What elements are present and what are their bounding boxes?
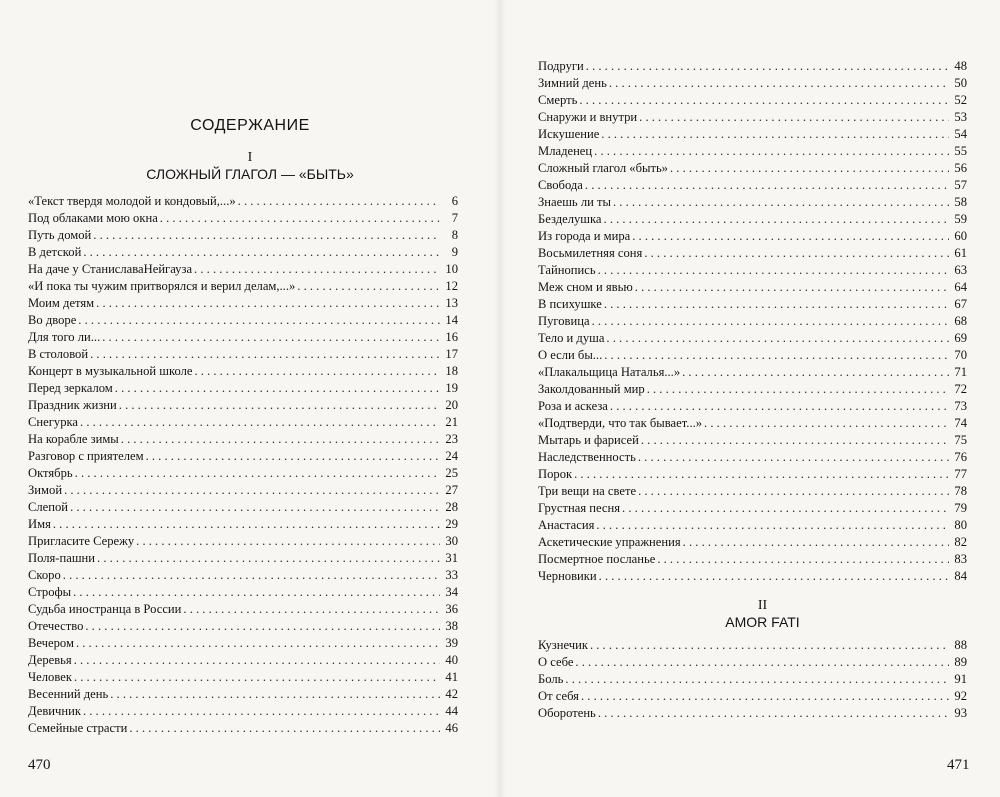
toc-entry-page: 89 [954, 655, 967, 669]
toc-entry-title: Человек [28, 670, 72, 684]
toc-entry [538, 92, 967, 109]
toc-entry [28, 193, 458, 210]
dot-leader [136, 533, 440, 550]
section-title: СЛОЖНЫЙ ГЛАГОЛ — «БЫТЬ» [146, 166, 354, 182]
toc-entry-page: 20 [445, 398, 458, 412]
dot-leader [297, 278, 440, 295]
toc-entry [28, 363, 458, 380]
toc-entry-page: 9 [451, 245, 458, 259]
dot-leader [83, 703, 440, 720]
toc-entry [28, 278, 458, 295]
toc-entry-title: Кузнечик [538, 638, 588, 652]
toc-entry-title: Поля-пашни [28, 551, 96, 565]
dot-leader [160, 210, 440, 227]
toc-entry [538, 705, 967, 722]
toc-entry-page: 64 [954, 280, 967, 294]
toc-entry-page: 58 [954, 195, 967, 209]
toc-entry-title: Снегурка [28, 415, 79, 429]
toc-entry-page: 68 [954, 314, 967, 328]
toc-entry [28, 567, 458, 584]
toc-entry-page: 40 [445, 653, 458, 667]
toc-entry-page: 6 [451, 194, 458, 208]
toc-entry-title: Безделушка [538, 212, 602, 226]
dot-leader [613, 194, 949, 211]
toc-entry [538, 262, 967, 279]
toc-entry-page: 93 [954, 706, 967, 720]
toc-entry-title: На корабле зимы [28, 432, 119, 446]
dot-leader [594, 143, 949, 160]
toc-entry-page: 57 [954, 178, 967, 192]
toc-entry [28, 312, 458, 329]
dot-leader [639, 109, 949, 126]
dot-leader [76, 635, 440, 652]
toc-entry [538, 228, 967, 245]
toc-entry-page: 24 [445, 449, 458, 463]
toc-entry [28, 414, 458, 431]
toc-entry-title: Имя [28, 517, 51, 531]
dot-leader [75, 465, 440, 482]
toc-entry-title: В психушке [538, 297, 602, 311]
dot-leader [194, 363, 440, 380]
toc-entry-page: 83 [954, 552, 967, 566]
toc-entry-title: Три вещи на свете [538, 484, 637, 498]
toc-entry [538, 688, 967, 705]
dot-leader [604, 347, 949, 364]
toc-entry [28, 703, 458, 720]
toc-entry-page: 70 [954, 348, 967, 362]
toc-entry-title: Слепой [28, 500, 69, 514]
toc-entry [28, 482, 458, 499]
dot-leader [606, 330, 949, 347]
toc-entry-page: 54 [954, 127, 967, 141]
toc-entry-page: 59 [954, 212, 967, 226]
toc-entry-title: Подруги [538, 59, 584, 73]
toc-entry-page: 38 [445, 619, 458, 633]
toc-entry-title: Тайнопись [538, 263, 596, 277]
toc-entry [538, 194, 967, 211]
toc-entry-title: Восьмилетняя соня [538, 246, 643, 260]
toc-entry-page: 18 [445, 364, 458, 378]
toc-entry [538, 517, 967, 534]
toc-entry [28, 261, 458, 278]
toc-entry-title: Праздник жизни [28, 398, 117, 412]
dot-leader [622, 500, 949, 517]
toc-entry-title: Концерт в музыкальной школе [28, 364, 193, 378]
toc-entry-title: Оборотень [538, 706, 596, 720]
dot-leader [70, 499, 440, 516]
toc-entry-page: 27 [445, 483, 458, 497]
toc-entry [28, 635, 458, 652]
toc-entry [538, 330, 967, 347]
dot-leader [110, 686, 440, 703]
dot-leader [129, 720, 440, 737]
section-title: AMOR FATI [725, 614, 800, 630]
toc-entry [28, 516, 458, 533]
dot-leader [85, 618, 440, 635]
toc-entry-page: 36 [445, 602, 458, 616]
dot-leader [115, 380, 440, 397]
toc-entry [538, 279, 967, 296]
toc-entry-page: 28 [445, 500, 458, 514]
toc-entry [538, 160, 967, 177]
toc-entry [28, 499, 458, 516]
dot-leader [579, 92, 949, 109]
right-page [500, 0, 1000, 797]
dot-leader [575, 654, 949, 671]
toc-entry-title: Из города и мира [538, 229, 631, 243]
toc-entry [538, 568, 967, 585]
toc-entry-page: 41 [445, 670, 458, 684]
toc-entry-title: Заколдованный мир [538, 382, 645, 396]
dot-leader [74, 652, 440, 669]
toc-entry-title: Наследственность [538, 450, 636, 464]
toc-entry-title: Аскетические упражнения [538, 535, 681, 549]
dot-leader [97, 550, 440, 567]
toc-entry-title: О если бы... [538, 348, 603, 362]
toc-entry-page: 8 [451, 228, 458, 242]
toc-entry [28, 686, 458, 703]
toc-entry-title: Искушение [538, 127, 600, 141]
toc-entry-title: Деревья [28, 653, 72, 667]
toc-entry-title: Девичник [28, 704, 81, 718]
toc-entry-title: Снаружи и внутри [538, 110, 638, 124]
toc-entry [538, 211, 967, 228]
dot-leader [635, 279, 949, 296]
toc-entry [28, 431, 458, 448]
toc-entry-page: 44 [445, 704, 458, 718]
toc-entry-page: 82 [954, 535, 967, 549]
dot-leader [598, 705, 949, 722]
toc-entry-page: 14 [445, 313, 458, 327]
toc-entry-title: Под облаками мою окна [28, 211, 158, 225]
toc-entry-title: В столовой [28, 347, 89, 361]
toc-entry-page: 16 [445, 330, 458, 344]
toc-entry-title: Мытарь и фарисей [538, 433, 639, 447]
toc-entry-page: 80 [954, 518, 967, 532]
toc-entry [28, 397, 458, 414]
toc-entry-page: 13 [445, 296, 458, 310]
toc-entry-page: 60 [954, 229, 967, 243]
toc-entry-title: В детской [28, 245, 82, 259]
toc-entry-page: 42 [445, 687, 458, 701]
toc-entry-page: 72 [954, 382, 967, 396]
toc-entry [538, 245, 967, 262]
toc-entry [28, 346, 458, 363]
toc-entry [28, 584, 458, 601]
toc-entry-page: 29 [445, 517, 458, 531]
toc-entry [538, 551, 967, 568]
dot-leader [74, 669, 440, 686]
toc-entry-page: 92 [954, 689, 967, 703]
dot-leader [78, 312, 440, 329]
toc-entry [538, 364, 967, 381]
toc-entry [538, 449, 967, 466]
dot-leader [683, 534, 949, 551]
toc-entry [538, 126, 967, 143]
toc-entry [28, 295, 458, 312]
toc-entry-title: Судьба иностранца в России [28, 602, 182, 616]
toc-entry [28, 244, 458, 261]
dot-leader [592, 313, 949, 330]
dot-leader [565, 671, 949, 688]
toc-entry-title: «Плакальщица Наталья...» [538, 365, 681, 379]
toc-entry-page: 77 [954, 467, 967, 481]
toc-entry-page: 21 [445, 415, 458, 429]
dot-leader [604, 296, 949, 313]
toc-entry-title: Смерть [538, 93, 578, 107]
toc-entry [538, 347, 967, 364]
toc-entry-page: 75 [954, 433, 967, 447]
toc-entry-title: Семейные страсти [28, 721, 128, 735]
toc-entry-page: 31 [445, 551, 458, 565]
toc-entry-page: 74 [954, 416, 967, 430]
dot-leader [638, 449, 949, 466]
dot-leader [194, 261, 440, 278]
dot-leader [581, 688, 949, 705]
toc-entry-page: 79 [954, 501, 967, 515]
toc-entry-page: 69 [954, 331, 967, 345]
toc-entry-page: 71 [954, 365, 967, 379]
toc-list [538, 58, 967, 585]
dot-leader [641, 432, 949, 449]
toc-entry-page: 12 [445, 279, 458, 293]
toc-entry-title: Пуговица [538, 314, 590, 328]
toc-entry-title: «Текст твердя молодой и кондовый,...» [28, 194, 236, 208]
toc-entry-page: 91 [954, 672, 967, 686]
toc-entry [538, 671, 967, 688]
dot-leader [598, 262, 949, 279]
dot-leader [604, 211, 949, 228]
toc-entry-title: Строфы [28, 585, 72, 599]
toc-entry-title: Роза и аскеза [538, 399, 608, 413]
toc-entry [28, 329, 458, 346]
toc-entry-page: 25 [445, 466, 458, 480]
toc-entry [538, 500, 967, 517]
section-number: I [247, 150, 253, 165]
dot-leader [119, 397, 440, 414]
toc-entry [28, 550, 458, 567]
toc-entry-title: Для того ли... [28, 330, 101, 344]
toc-entry [28, 210, 458, 227]
dot-leader [96, 295, 440, 312]
toc-entry [28, 720, 458, 737]
dot-leader [121, 431, 440, 448]
toc-entry [538, 415, 967, 432]
dot-leader [83, 244, 440, 261]
toc-entry [538, 313, 967, 330]
toc-entry-page: 61 [954, 246, 967, 260]
toc-entry-title: «Подтверди, что так бывает...» [538, 416, 703, 430]
toc-entry [538, 466, 967, 483]
dot-leader [610, 398, 949, 415]
toc-entry-page: 19 [445, 381, 458, 395]
toc-entry-title: Скоро [28, 568, 61, 582]
toc-entry-title: О себе [538, 655, 574, 669]
dot-leader [73, 584, 440, 601]
toc-entry-page: 76 [954, 450, 967, 464]
toc-entry-title: Тело и душа [538, 331, 605, 345]
toc-entry-title: Грустная песня [538, 501, 621, 515]
toc-entry [28, 465, 458, 482]
dot-leader [601, 126, 949, 143]
toc-entry-page: 7 [451, 211, 458, 225]
toc-entry-title: Во дворе [28, 313, 77, 327]
dot-leader [632, 228, 949, 245]
toc-entry [538, 177, 967, 194]
dot-leader [704, 415, 949, 432]
toc-entry-page: 73 [954, 399, 967, 413]
toc-entry-page: 48 [954, 59, 967, 73]
dot-leader [146, 448, 440, 465]
toc-entry-page: 34 [445, 585, 458, 599]
toc-entry [28, 652, 458, 669]
dot-leader [585, 177, 949, 194]
dot-leader [586, 58, 949, 75]
toc-entry-title: Сложный глагол «быть» [538, 161, 668, 175]
toc-entry-page: 39 [445, 636, 458, 650]
dot-leader [80, 414, 440, 431]
toc-entry-title: Отечество [28, 619, 84, 633]
dot-leader [64, 482, 440, 499]
toc-entry-title: Младенец [538, 144, 593, 158]
dot-leader [63, 567, 440, 584]
toc-entry-title: Порок [538, 467, 573, 481]
dot-leader [93, 227, 440, 244]
toc-entry-title: Разговор с приятелем [28, 449, 144, 463]
page-number: 471 [947, 757, 970, 773]
toc-entry-page: 88 [954, 638, 967, 652]
toc-entry-title: Посмертное посланье [538, 552, 656, 566]
toc-entry-title: Перед зеркалом [28, 381, 113, 395]
toc-entry-page: 84 [954, 569, 967, 583]
dot-leader [657, 551, 949, 568]
toc-entry [538, 398, 967, 415]
toc-entry-title: Моим детям [28, 296, 95, 310]
toc-entry-page: 52 [954, 93, 967, 107]
toc-entry-page: 33 [445, 568, 458, 582]
dot-leader [682, 364, 949, 381]
toc-entry-title: Анастасия [538, 518, 595, 532]
toc-entry-title: Черновики [538, 569, 597, 583]
dot-leader [53, 516, 440, 533]
toc-entry-title: Пригласите Сережу [28, 534, 135, 548]
dot-leader [90, 346, 440, 363]
section-number: II [757, 598, 768, 613]
toc-entry-page: 67 [954, 297, 967, 311]
toc-entry [28, 448, 458, 465]
toc-entry [538, 534, 967, 551]
toc-entry-page: 23 [445, 432, 458, 446]
dot-leader [599, 568, 949, 585]
toc-entry-page: 50 [954, 76, 967, 90]
toc-entry-page: 53 [954, 110, 967, 124]
dot-leader [596, 517, 949, 534]
dot-leader [183, 601, 440, 618]
toc-entry-title: Зимний день [538, 76, 607, 90]
toc-list [28, 193, 458, 737]
toc-entry-page: 10 [445, 262, 458, 276]
toc-entry-title: Свобода [538, 178, 583, 192]
toc-entry [538, 483, 967, 500]
toc-entry [538, 143, 967, 160]
dot-leader [644, 245, 949, 262]
dot-leader [102, 329, 440, 346]
toc-entry-title: Весенний день [28, 687, 109, 701]
dot-leader [609, 75, 949, 92]
toc-entry-page: 55 [954, 144, 967, 158]
toc-entry-title: Вечером [28, 636, 74, 650]
page-number: 470 [28, 757, 51, 773]
dot-leader [638, 483, 949, 500]
toc-entry [538, 432, 967, 449]
toc-list [538, 637, 967, 722]
toc-entry [28, 618, 458, 635]
toc-entry-page: 63 [954, 263, 967, 277]
toc-entry-title: Знаешь ли ты [538, 195, 611, 209]
contents-title: СОДЕРЖАНИЕ [190, 117, 310, 134]
toc-entry [538, 109, 967, 126]
toc-entry-title: От себя [538, 689, 579, 703]
toc-entry-title: Путь домой [28, 228, 92, 242]
toc-entry [538, 381, 967, 398]
toc-entry [28, 669, 458, 686]
toc-entry [28, 533, 458, 550]
dot-leader [238, 193, 440, 210]
toc-entry-page: 17 [445, 347, 458, 361]
toc-entry [28, 380, 458, 397]
toc-entry-title: «И пока ты чужим притворялся и верил делам,...» [28, 279, 296, 293]
dot-leader [670, 160, 949, 177]
toc-entry-title: Меж сном и явью [538, 280, 633, 294]
dot-leader [590, 637, 949, 654]
toc-entry [538, 654, 967, 671]
toc-entry-title: Зимой [28, 483, 63, 497]
toc-entry-page: 30 [445, 534, 458, 548]
toc-entry [538, 58, 967, 75]
toc-entry-title: На даче у СтаниславаНейгауза [28, 262, 193, 276]
toc-entry [538, 296, 967, 313]
toc-entry-title: Октябрь [28, 466, 73, 480]
toc-entry-page: 78 [954, 484, 967, 498]
toc-entry [28, 227, 458, 244]
toc-entry-page: 46 [445, 721, 458, 735]
toc-entry [28, 601, 458, 618]
toc-entry [538, 637, 967, 654]
dot-leader [647, 381, 949, 398]
toc-entry-title: Боль [538, 672, 564, 686]
toc-entry-page: 56 [954, 161, 967, 175]
dot-leader [574, 466, 949, 483]
toc-entry [538, 75, 967, 92]
